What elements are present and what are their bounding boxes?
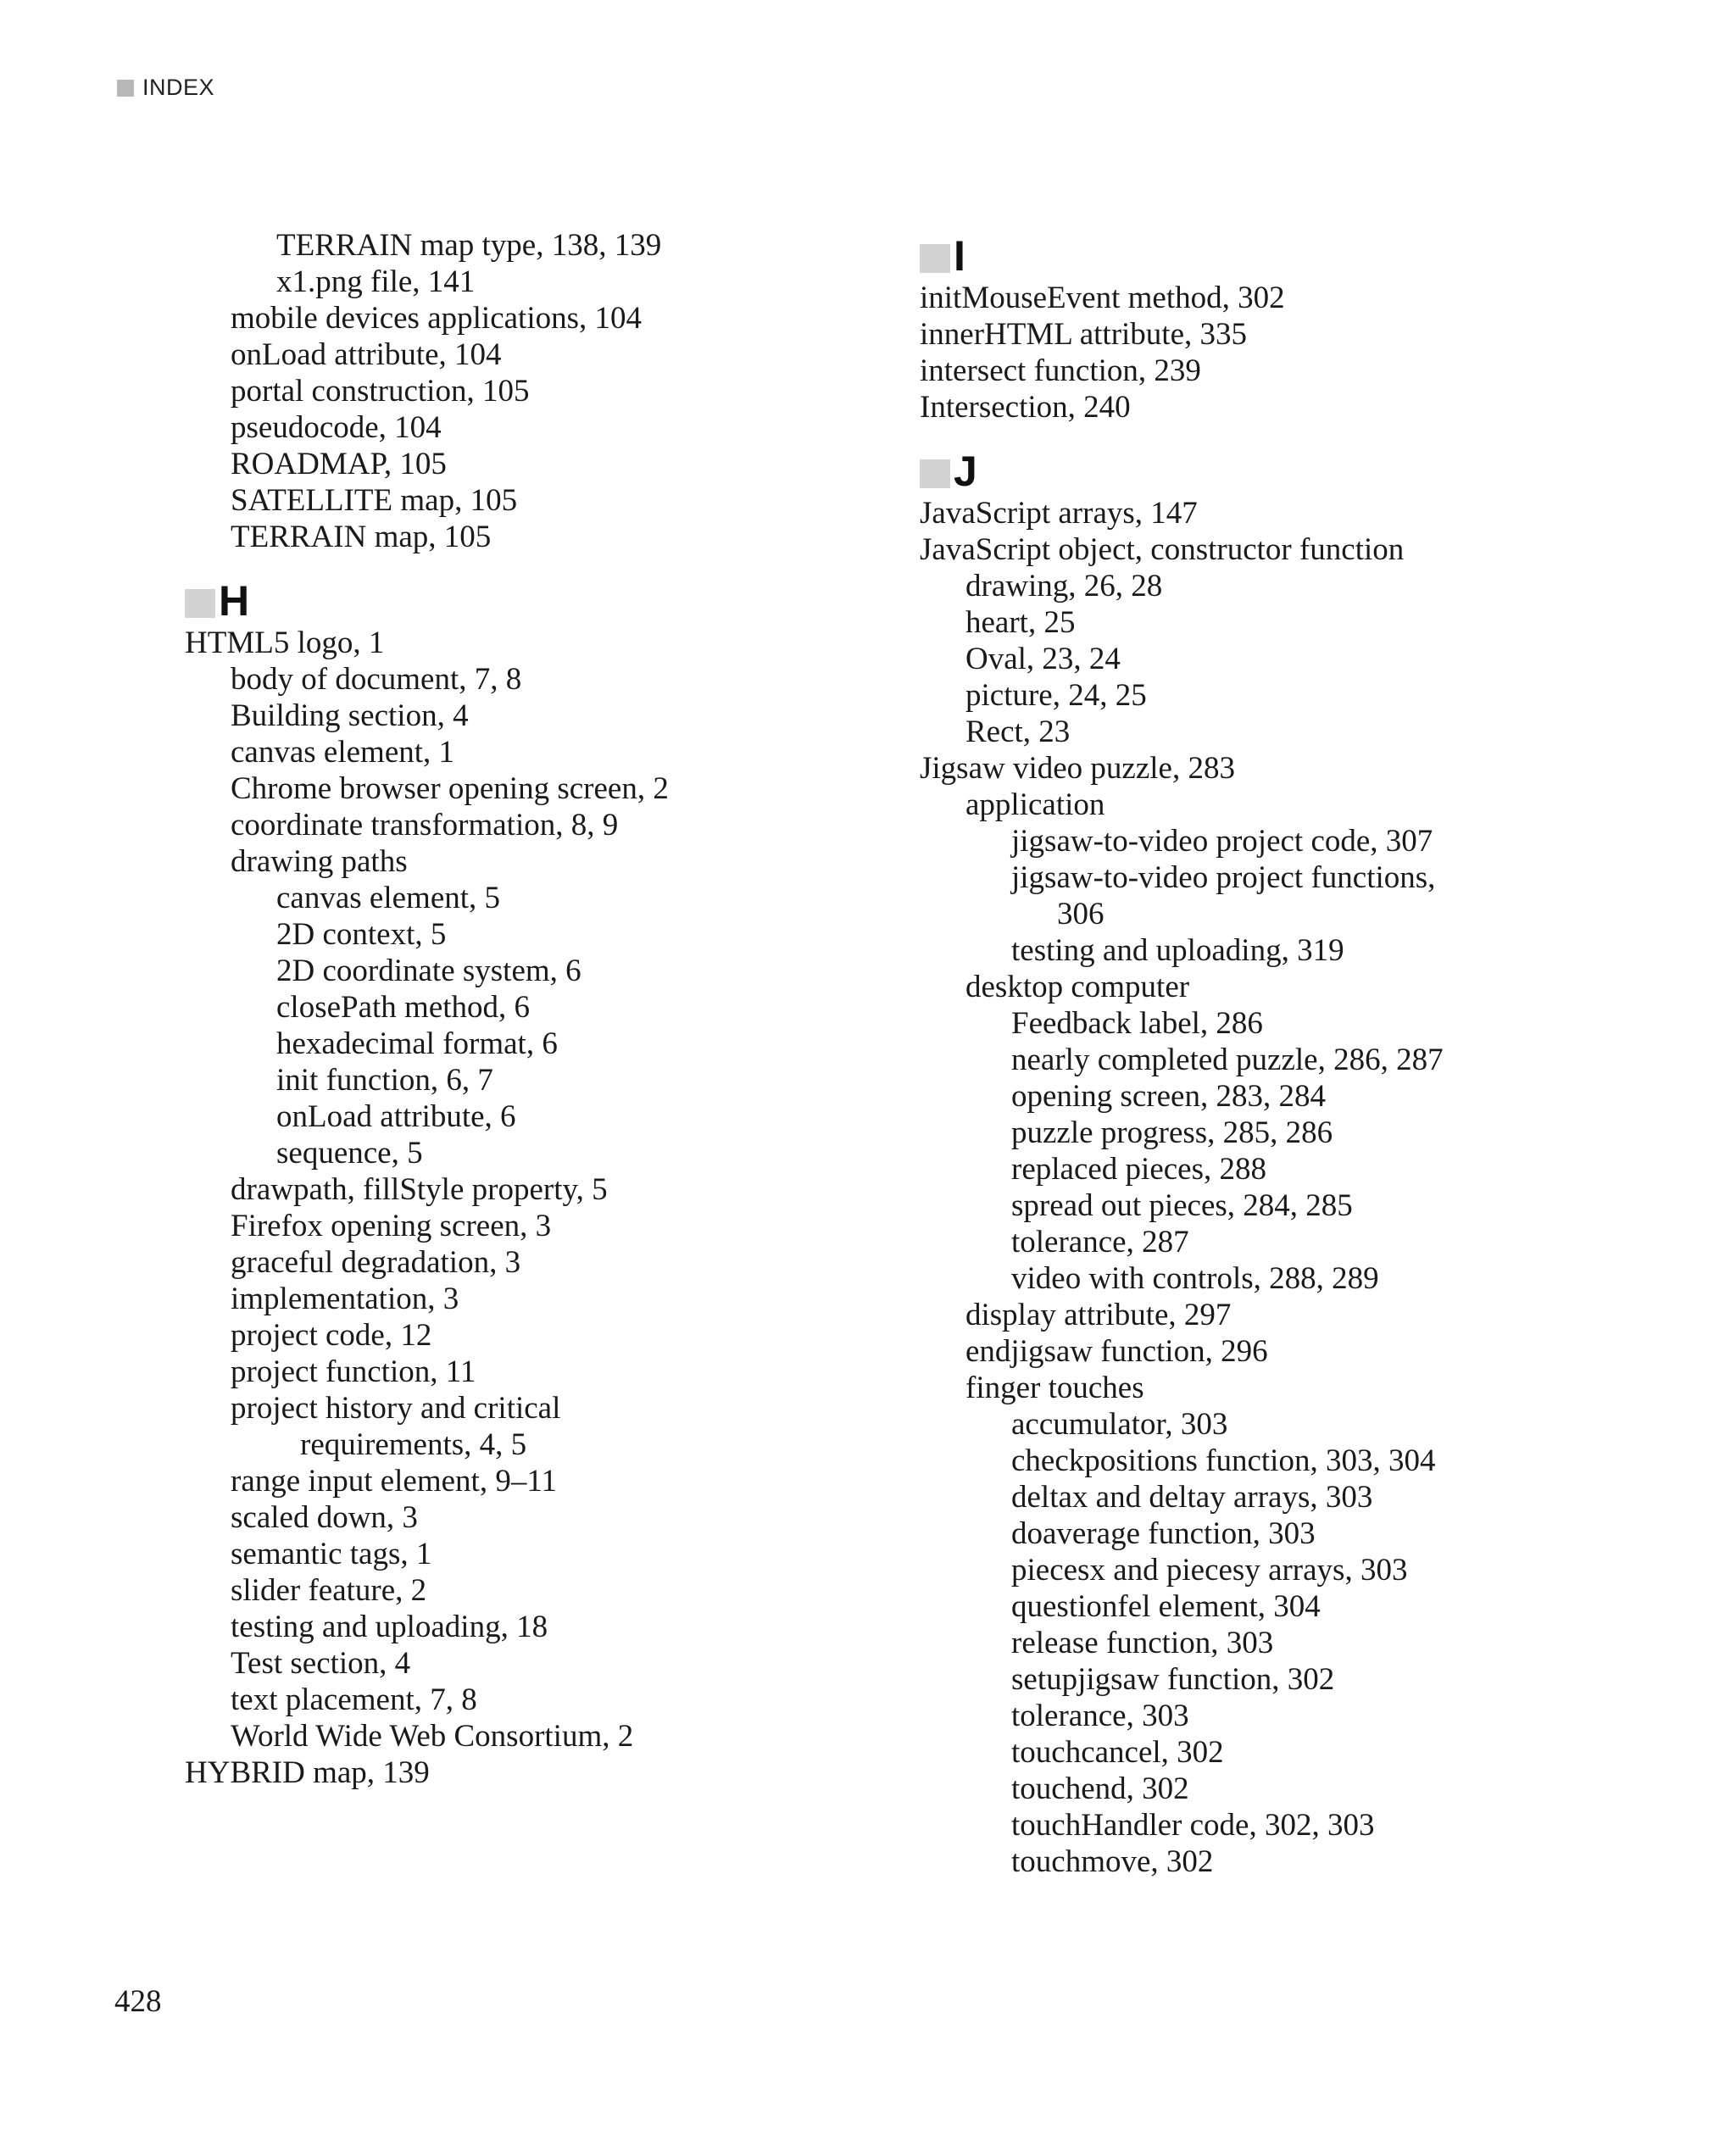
index-subentry: touchcancel, 302 <box>1011 1735 1224 1770</box>
index-subentry: portal construction, 105 <box>231 374 530 409</box>
index-entry: HTML5 logo, 1 <box>185 626 385 660</box>
index-subentry: spread out pieces, 284, 285 <box>1011 1188 1353 1223</box>
index-subentry: TERRAIN map, 105 <box>231 520 492 554</box>
index-subentry: onLoad attribute, 6 <box>276 1099 516 1134</box>
index-entry: Jigsaw video puzzle, 283 <box>920 751 1235 786</box>
index-subentry: drawpath, fillStyle property, 5 <box>231 1172 608 1207</box>
index-subentry: semantic tags, 1 <box>231 1537 432 1571</box>
index-subentry: Rect, 23 <box>965 715 1071 749</box>
index-entry: JavaScript arrays, 147 <box>920 496 1198 531</box>
index-subentry: application <box>965 787 1105 822</box>
index-subentry: x1.png file, 141 <box>276 264 476 299</box>
index-subentry: setupjigsaw function, 302 <box>1011 1662 1335 1697</box>
index-subentry: testing and uploading, 319 <box>1011 933 1344 968</box>
index-subentry: project code, 12 <box>231 1318 432 1353</box>
index-letter: I <box>954 232 965 280</box>
index-subentry: desktop computer <box>965 970 1190 1004</box>
index-entry: initMouseEvent method, 302 <box>920 281 1285 315</box>
index-subentry: testing and uploading, 18 <box>231 1610 548 1644</box>
index-subentry: Chrome browser opening screen, 2 <box>231 771 669 806</box>
index-subentry: Firefox opening screen, 3 <box>231 1209 552 1243</box>
index-subentry: doaverage function, 303 <box>1011 1516 1316 1551</box>
index-subentry: accumulator, 303 <box>1011 1407 1228 1442</box>
index-subentry: closePath method, 6 <box>276 990 531 1025</box>
index-subentry: project history and critical <box>231 1391 561 1426</box>
index-letter: J <box>954 448 977 495</box>
index-subentry: 2D coordinate system, 6 <box>276 954 581 988</box>
index-subentry: body of document, 7, 8 <box>231 662 522 697</box>
index-subentry: implementation, 3 <box>231 1282 459 1316</box>
letter-marker-icon <box>185 589 215 618</box>
index-subentry: SATELLITE map, 105 <box>231 483 518 518</box>
index-subentry: Oval, 23, 24 <box>965 642 1121 676</box>
index-subentry: finger touches <box>965 1371 1144 1405</box>
index-subentry: piecesx and piecesy arrays, 303 <box>1011 1553 1408 1588</box>
running-title: INDEX <box>142 75 215 100</box>
index-subentry: checkpositions function, 303, 304 <box>1011 1443 1436 1478</box>
page-number: 428 <box>114 1984 162 2019</box>
index-subentry: tolerance, 303 <box>1011 1699 1189 1733</box>
index-subentry: video with controls, 288, 289 <box>1011 1261 1379 1296</box>
index-column-right <box>920 232 1666 1880</box>
index-subentry: onLoad attribute, 104 <box>231 337 502 372</box>
index-subentry: pseudocode, 104 <box>231 410 442 445</box>
index-letter: H <box>219 577 250 625</box>
index-subentry: Building section, 4 <box>231 698 469 733</box>
index-entry: innerHTML attribute, 335 <box>920 317 1248 352</box>
index-subentry: requirements, 4, 5 <box>300 1427 527 1462</box>
letter-marker-icon <box>920 459 950 488</box>
index-subentry: sequence, 5 <box>276 1136 423 1171</box>
index-letter-heading <box>920 448 1666 495</box>
index-subentry: init function, 6, 7 <box>276 1063 493 1098</box>
index-entry: intersect function, 239 <box>920 353 1201 388</box>
index-subentry: mobile devices applications, 104 <box>231 301 642 336</box>
index-letter-heading <box>185 577 880 625</box>
index-subentry: endjigsaw function, 296 <box>965 1334 1268 1369</box>
index-subentry: touchHandler code, 302, 303 <box>1011 1808 1375 1843</box>
index-subentry: touchmove, 302 <box>1011 1844 1214 1879</box>
index-subentry: nearly completed puzzle, 286, 287 <box>1011 1043 1444 1077</box>
index-subentry: ROADMAP, 105 <box>231 447 447 481</box>
running-head <box>117 75 214 101</box>
index-subentry: deltax and deltay arrays, 303 <box>1011 1480 1373 1515</box>
index-subentry: opening screen, 283, 284 <box>1011 1079 1326 1114</box>
index-subentry: 306 <box>1057 897 1104 931</box>
index-subentry: Test section, 4 <box>231 1646 411 1681</box>
index-subentry: TERRAIN map type, 138, 139 <box>276 228 662 263</box>
letter-marker-icon <box>920 244 950 273</box>
index-subentry: tolerance, 287 <box>1011 1225 1189 1260</box>
index-entry: Intersection, 240 <box>920 390 1131 425</box>
index-subentry: slider feature, 2 <box>231 1573 427 1608</box>
index-subentry: heart, 25 <box>965 605 1076 640</box>
index-subentry: replaced pieces, 288 <box>1011 1152 1266 1187</box>
index-subentry: touchend, 302 <box>1011 1771 1189 1806</box>
index-subentry: drawing paths <box>231 844 408 879</box>
index-subentry: picture, 24, 25 <box>965 678 1147 713</box>
index-subentry: graceful degradation, 3 <box>231 1245 521 1280</box>
index-subentry: drawing, 26, 28 <box>965 569 1163 603</box>
index-subentry: canvas element, 1 <box>231 735 455 770</box>
index-subentry: hexadecimal format, 6 <box>276 1026 558 1061</box>
index-subentry: questionfel element, 304 <box>1011 1589 1321 1624</box>
index-subentry: jigsaw-to-video project code, 307 <box>1011 824 1433 859</box>
index-subentry: puzzle progress, 285, 286 <box>1011 1115 1333 1150</box>
section-marker-icon <box>117 80 134 97</box>
index-entry: HYBRID map, 139 <box>185 1755 430 1790</box>
index-subentry: Feedback label, 286 <box>1011 1006 1263 1041</box>
index-subentry: range input element, 9–11 <box>231 1464 557 1499</box>
index-subentry: coordinate transformation, 8, 9 <box>231 808 619 842</box>
index-subentry: release function, 303 <box>1011 1626 1274 1660</box>
index-subentry: project function, 11 <box>231 1354 476 1389</box>
index-subentry: 2D context, 5 <box>276 917 447 952</box>
index-letter-heading <box>920 232 1666 280</box>
index-subentry: canvas element, 5 <box>276 881 501 915</box>
index-subentry: jigsaw-to-video project functions, <box>1011 860 1436 895</box>
index-subentry: scaled down, 3 <box>231 1500 418 1535</box>
index-subentry: display attribute, 297 <box>965 1298 1232 1332</box>
index-subentry: text placement, 7, 8 <box>231 1682 477 1717</box>
index-entry: JavaScript object, constructor function <box>920 532 1405 567</box>
index-column-left <box>185 227 880 1791</box>
index-subentry: World Wide Web Consortium, 2 <box>231 1719 634 1754</box>
